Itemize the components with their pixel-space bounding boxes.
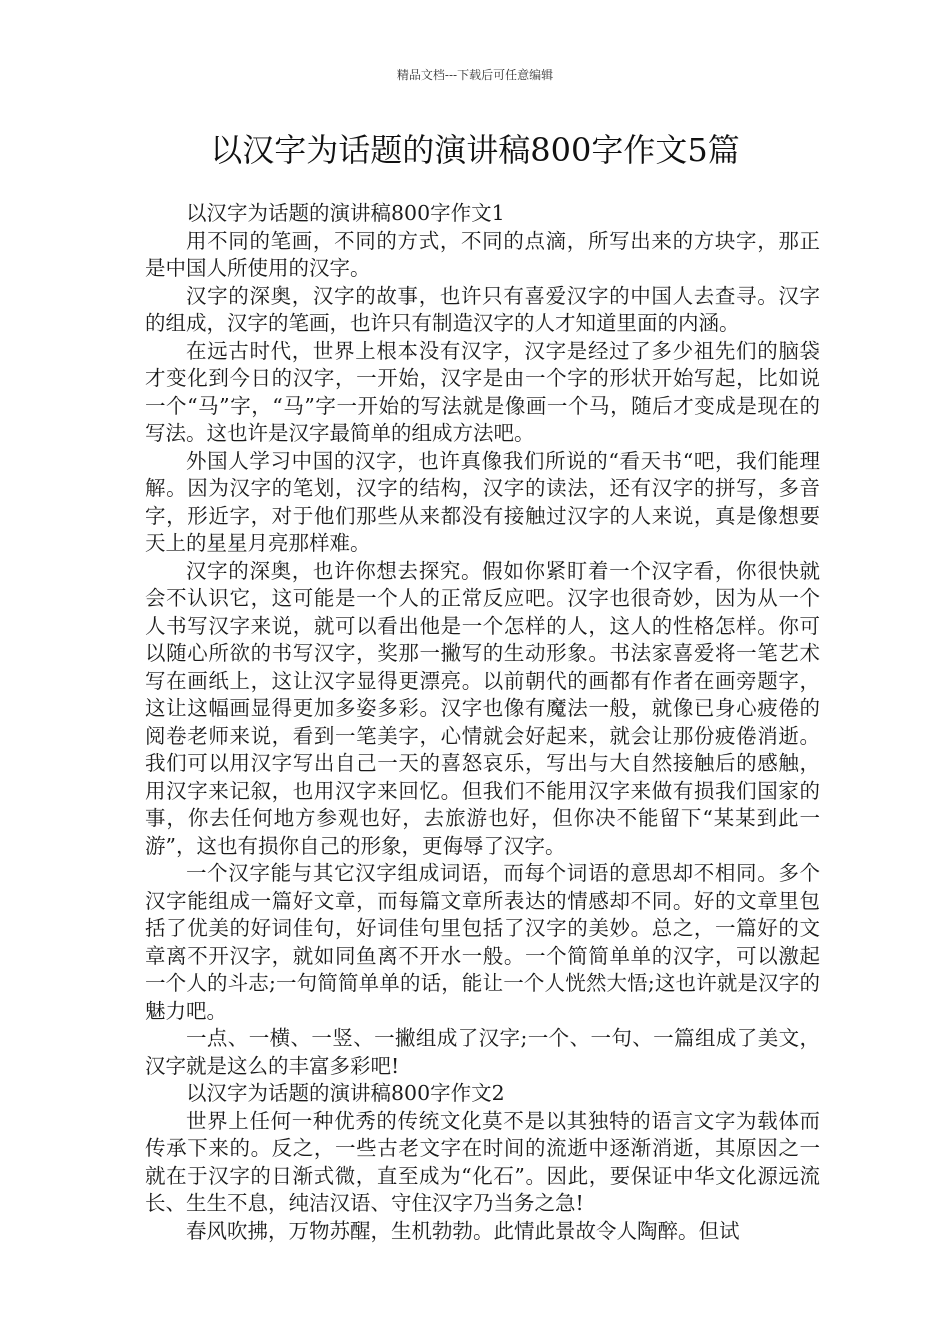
paragraph: 用不同的笔画，不同的方式，不同的点滴，所写出来的方块字，那正是中国人所使用的汉字。: [145, 228, 820, 280]
section-subtitle: 以汉字为话题的演讲稿800字作文1: [186, 201, 505, 225]
paragraph: 汉字的深奥，也许你想去探究。假如你紧盯着一个汉字看，你很快就会不认识它，这可能是一个人的正常反应吧。汉字也很奇妙，因为从一个人书写汉字来说，就可以看出他是一个怎样的人，这人的性格怎样。你可以随心所欲的书写汉字，奖那一撇写的生动形象。书法家喜爱将一笔艺术写在画纸上，这让汉字显得更漂亮。以前朝代的画都有作者在画旁题字，这让这幅画显得更加多姿多彩。汉字也像有魔法一般，就像已身心疲倦的阅卷老师来说，看到一笔美字，心情就会好起来，就会让那份疲倦消逝。我们可以用汉字写出自己一天的喜怒哀乐，写出与大自然接触后的感触，用汉字来记叙，也用汉字来回忆。但我们不能用汉字来做有损我们国家的事，你去任何地方参观也好，去旅游也好，但你决不能留下“某某到此一游”，这也有损你自己的形象，更侮辱了汉字。: [145, 558, 820, 858]
paragraph: 外国人学习中国的汉字，也许真像我们所说的“看天书“吧，我们能理解。因为汉字的笔划，汉字的结构，汉字的读法，还有汉字的拼写，多音字，形近字，对于他们那些从来都没有接触过汉字的人来说，真是像想要天上的星星月亮那样难。: [145, 448, 820, 555]
paragraph: 在远古时代，世界上根本没有汉字，汉字是经过了多少祖先们的脑袋才变化到今日的汉字，一开始，汉字是由一个字的形状开始写起，比如说一个“马”字，“马”字一开始的写法就是像画一个马，随后才变成是现在的写法。这也许是汉字最简单的组成方法吧。: [145, 338, 820, 445]
paragraph: 春风吹拂，万物苏醒，生机勃勃。此情此景故令人陶醉。但试: [186, 1218, 740, 1243]
paragraph: 世界上任何一种优秀的传统文化莫不是以其独特的语言文字为载体而传承下来的。反之，一些古老文字在时间的流逝中逐渐消逝，其原因之一就在于汉字的日渐式微，直至成为“化石”。因此，要保证中华文化源远流长、生生不息，纯洁汉语、守住汉字乃当务之急!: [145, 1108, 820, 1215]
header-note: 精品文档---下载后可任意编辑: [396, 68, 554, 82]
paragraph: 一个汉字能与其它汉字组成词语，而每个词语的意思却不相同。多个汉字能组成一篇好文章，而每篇文章所表达的情感却不同。好的文章里包括了优美的好词佳句，好词佳句里包括了汉字的美妙。总之，一篇好的文章离不开汉字，就如同鱼离不开水一般。一个简简单单的汉字，可以激起一个人的斗志;一句简简单单的话，能让一个人恍然大悟;这也许就是汉字的魅力吧。: [145, 861, 820, 1023]
section-subtitle: 以汉字为话题的演讲稿800字作文2: [186, 1081, 505, 1105]
document-title: 以汉字为话题的演讲稿800字作文5篇: [210, 131, 740, 169]
paragraph: 汉字的深奥，汉字的故事，也许只有喜爱汉字的中国人去查寻。汉字的组成，汉字的笔画，也许只有制造汉字的人才知道里面的内涵。: [145, 283, 820, 335]
document-body: [145, 200, 820, 1245]
paragraph: 一点、一横、一竖、一撇组成了汉字;一个、一句、一篇组成了美文，汉字就是这么的丰富多彩吧!: [145, 1026, 820, 1078]
